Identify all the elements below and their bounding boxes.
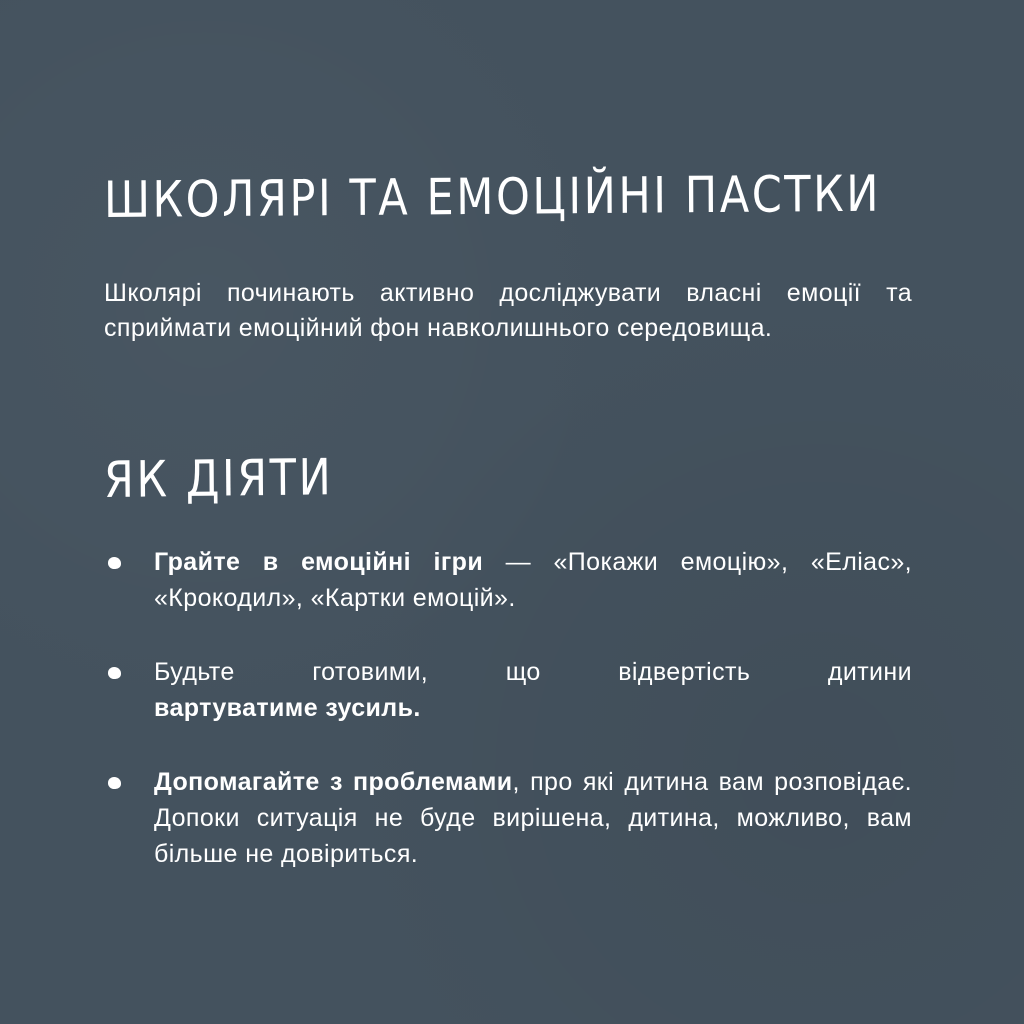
bullet-icon [108, 667, 121, 679]
page-title: ШКОЛЯРІ ТА ЕМОЦІЙНІ ПАСТКИ [103, 164, 882, 229]
intro-paragraph: Школярі починають активно досліджувати власні емоції та сприймати емоційний фон навколишнього середовища. [104, 279, 912, 342]
tip-emphasis: Допомагайте з проблемами [154, 768, 513, 796]
tip-emphasis: Грайте в емоційні ігри [154, 548, 484, 576]
bullet-icon [108, 557, 121, 569]
tip-text: — «Покажи емоцію», «Еліас», «Крокодил», «Картки емоцій». [154, 548, 912, 612]
list-item [104, 544, 912, 616]
tip-text: Будьте готовими, що відвертість дитини [154, 658, 912, 686]
tip-text: , про які дитина вам розповідає. Допоки ситуація не буде вирішена, дитина, можливо, вам більше не довіриться. [154, 768, 913, 868]
tip-emphasis: вартуватиме зусиль. [154, 694, 421, 722]
list-item [104, 654, 912, 726]
list-item [104, 764, 912, 872]
tips-list [104, 544, 912, 872]
bullet-icon [108, 777, 121, 789]
section-subtitle: ЯК ДІЯТИ [103, 448, 334, 509]
